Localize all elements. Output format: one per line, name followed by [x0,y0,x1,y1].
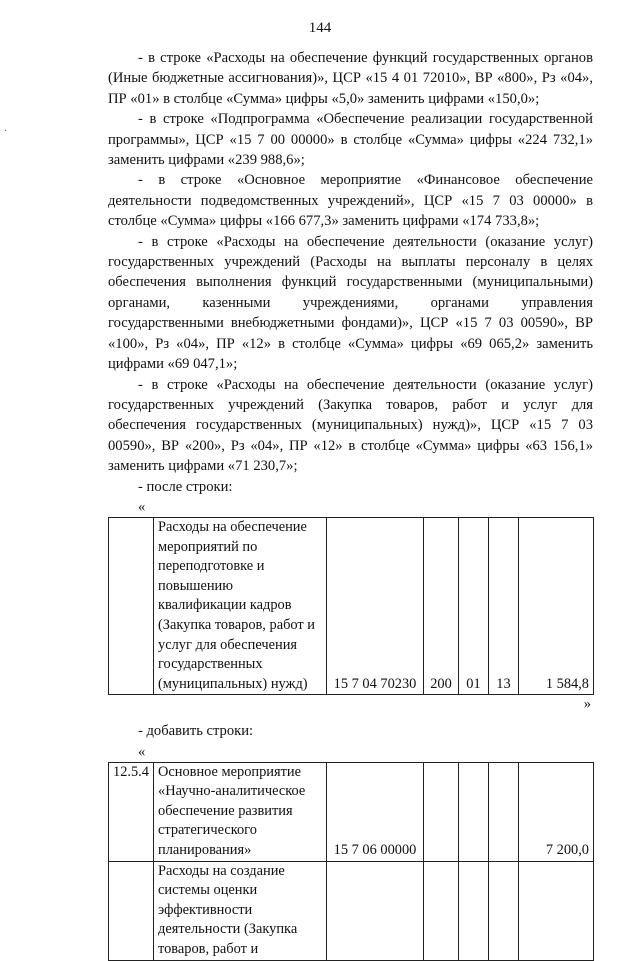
stray-mark: · [4,126,8,137]
cell-csr: 15 7 06 00000 [327,762,424,861]
cell-pr: 13 [489,517,519,694]
table-new-rows [108,762,594,961]
cell-vr: 200 [424,517,459,694]
cell-num: 12.5.4 [109,762,154,861]
cell-rz [459,762,489,861]
cell-name: Расходы на обеспечение мероприятий по переподготовке и повышению квалификации кадров (Закупка товаров, работ и услуг для обеспечения государственных (муниципальных) нужд) [154,517,327,694]
cell-num [109,861,154,960]
paragraph-1: - в строке «Расходы на обеспечение функций государственных органов (Иные бюджетные ассигнования)», ЦСР «15 4 01 72010», ВР «800», Рз «04», ПР «01» в столбце «Сумма» цифры «5,0» заменить цифрами «150,0»; [108,50,593,107]
cell-csr: 15 7 04 70230 [327,517,424,694]
quote-open-1: « [138,498,146,515]
cell-sum: 1 584,8 [519,517,594,694]
table-row [109,517,594,694]
cell-rz [459,861,489,960]
quote-open-2: « [138,743,146,760]
after-line-label: - после строки: [138,478,233,495]
table-existing-row [108,517,594,695]
cell-sum: 7 200,0 [519,762,594,861]
paragraph-3: - в строке «Основное мероприятие «Финансовое обеспечение деятельности подведомственных учреждений», ЦСР «15 7 03 00000» в столбце «Сумма» цифры «166 677,3» заменить цифрами «174 733,8»; [108,172,593,230]
cell-vr [424,762,459,861]
paragraph-2: - в строке «Подпрограмма «Обеспечение реализации государственной программы», ЦСР «15 7 00 00000» в столбце «Сумма» цифры «224 732,1» заменить цифрами «239 988,6»; [108,111,593,169]
cell-sum [519,861,594,960]
table-row [109,762,594,861]
paragraph-4: - в строке «Расходы на обеспечение деятельности (оказание услуг) государственных учреждений (Расходы на выплаты персоналу в целях обеспечения выполнения функций государственными (муниципальными) органами, казенными учреждениями, органами управления государственными внебюджетными фондами)», ЦСР «15 7 03 00590», ВР «100», Рз «04», ПР «12» в столбце «Сумма» цифры «69 065,2» заменить цифрами «69 047,1»; [108,233,593,373]
table-row [109,861,594,960]
quote-close-1: » [583,696,591,713]
add-line-label: - добавить строки: [138,723,254,740]
cell-pr [489,762,519,861]
cell-name: Основное мероприятие «Научно-аналитическое обеспечение развития стратегического планирования» [154,762,327,861]
cell-pr [489,861,519,960]
paragraph-5: - в строке «Расходы на обеспечение деятельности (оказание услуг) государственных учреждений (Закупка товаров, работ и услуг для обеспечения государственных (муниципальных) нужд)», ЦСР «15 7 03 00590», ВР «200», Рз «04», ПР «12» в столбце «Сумма» цифры «63 156,1» заменить цифрами «71 230,7»; [108,376,593,475]
cell-rz: 01 [459,517,489,694]
document-body [108,48,593,961]
cell-vr [424,861,459,960]
cell-csr [327,861,424,960]
cell-name: Расходы на создание системы оценки эффективности деятельности (Закупка товаров, работ и [154,861,327,960]
cell-num [109,517,154,694]
page-number: 144 [308,20,332,36]
